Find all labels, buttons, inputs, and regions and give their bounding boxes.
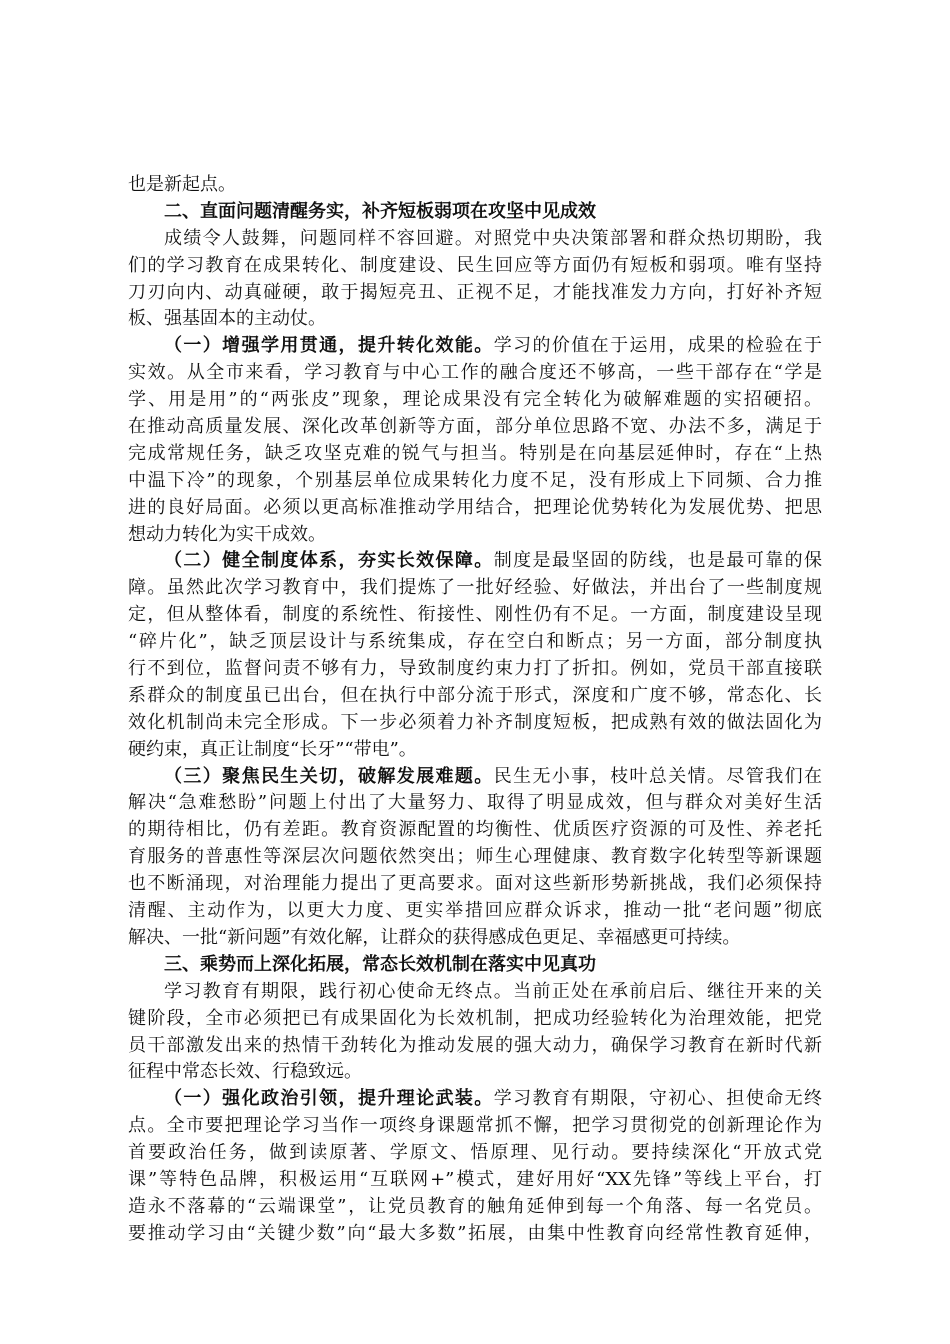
bold-lead: （三）聚焦民生关切，破解发展难题。: [164, 765, 494, 787]
text-line: 障。虽然此次学习教育中，我们提炼了一批好经验、好做法，并出台了一些制度规: [128, 577, 822, 599]
bold-lead: （二）健全制度体系，夯实长效保障。: [164, 550, 494, 572]
text-line: [128, 548, 822, 575]
text-line: 刀刃向内、动真碰硬，敢于揭短亮丑、正视不足，才能找准发力方向，打好补齐短: [128, 281, 822, 303]
text-line: 育服务的普惠性等深层次问题依然突出；师生心理健康、教育数字化转型等新课题: [128, 846, 822, 868]
text-line: 效化机制尚未完全形成。下一步必须着力补齐制度短板，把成熟有效的做法固化为: [128, 711, 822, 733]
heading-line: 二、直面问题清醒务实，补齐短板弱项在攻坚中见成效: [164, 200, 596, 222]
paragraph: [128, 226, 822, 334]
section-heading: [128, 952, 822, 979]
text-line: 完成常规任务，缺乏攻坚克难的锐气与担当。特别是在向基层延伸时，存在“上热: [128, 442, 822, 464]
text-line: [128, 333, 822, 360]
text-line: 中温下冷”的现象，个别基层单位成果转化力度不足，没有形成上下同频、合力推: [128, 469, 822, 491]
text-line: 清醒、主动作为，以更大力度、更实举措回应群众诉求，推动一批“老问题”彻底: [128, 900, 822, 922]
text-line: 板、强基固本的主动仗。: [128, 308, 326, 330]
text-line: 员干部激发出来的热情干劲转化为推动发展的强大动力，确保学习教育在新时代新: [128, 1034, 822, 1056]
text-line: 的期待相比，仍有差距。教育资源配置的均衡性、优质医疗资源的可及性、养老托: [128, 819, 822, 841]
text-line: 学习教育有期限，践行初心使命无终点。当前正处在承前启后、继往开来的关: [164, 980, 822, 1002]
paragraph: [128, 764, 822, 952]
text-line: 要推动学习由“关键少数”向“最大多数”拓展，由集中性教育向经常性教育延伸，: [128, 1222, 822, 1244]
text-line: 定，但从整体看，制度的系统性、衔接性、刚性仍有不足。一方面，制度建设呈现: [128, 604, 822, 626]
text-line: 们的学习教育在成果转化、制度建设、民生回应等方面仍有短板和弱项。唯有坚持: [128, 254, 822, 276]
text-line: 键阶段，全市必须把已有成果固化为长效机制，把成功经验转化为治理效能，把党: [128, 1007, 822, 1029]
text-line: 进的良好局面。必须以更高标准推动学用结合，把理论优势转化为发展优势、把思: [128, 496, 822, 518]
text-line: 课”等特色品牌，积极运用“互联网+”模式，建好用好“XX先锋”等线上平台，打: [128, 1168, 822, 1190]
heading-line: 三、乘势而上深化拓展，常态长效机制在落实中见真功: [164, 953, 596, 975]
paragraph: [128, 979, 822, 1087]
text-line: 学、用是用”的“两张皮”现象，理论成果没有完全转化为破解难题的实招硬招。: [128, 389, 822, 411]
text-line: [128, 1086, 822, 1113]
text-line: 成绩令人鼓舞，问题同样不容回避。对照党中央决策部署和群众热切期盼，我: [164, 227, 822, 249]
text-line: 也不断涌现，对治理能力提出了更高要求。面对这些新形势新挑战，我们必须保持: [128, 873, 822, 895]
line-text: 学习的价值在于运用，成果的检验在于: [493, 335, 822, 357]
line-text: 民生无小事，枝叶总关情。尽管我们在: [493, 765, 822, 787]
text-line: [128, 764, 822, 791]
text-line: 行不到位，监督问责不够有力，导致制度约束力打了折扣。例如，党员干部直接联: [128, 658, 822, 680]
line-text: 学习教育有期限，守初心、担使命无终: [493, 1088, 822, 1110]
paragraph: [128, 172, 822, 199]
text-line: 实效。从全市来看，学习教育与中心工作的融合度还不够高，一些干部存在“学是: [128, 362, 822, 384]
line-text: 制度是最坚固的防线，也是最可靠的保: [493, 550, 822, 572]
bold-lead: （一）强化政治引领，提升理论武装。: [164, 1088, 494, 1110]
text-line: 解决“急难愁盼”问题上付出了大量努力、取得了明显成效，但与群众对美好生活: [128, 792, 822, 814]
text-line: 造永不落幕的“云端课堂”，让党员教育的触角延伸到每一个角落、每一名党员。: [128, 1195, 822, 1217]
section-heading: [128, 199, 822, 226]
text-line: 解决、一批“新问题”有效化解，让群众的获得感成色更足、幸福感更可持续。: [128, 926, 741, 948]
text-line: 在推动高质量发展、深化改革创新等方面，部分单位思路不宽、办法不多，满足于: [128, 416, 822, 438]
paragraph: [128, 548, 822, 763]
bold-lead: （一）增强学用贯通，提升转化效能。: [164, 335, 494, 357]
paragraph: [128, 333, 822, 548]
text-line: 征程中常态长效、行稳致远。: [128, 1061, 362, 1083]
text-line: 系群众的制度虽已出台，但在执行中部分流于形式，深度和广度不够，常态化、长: [128, 684, 822, 706]
text-line: 点。全市要把理论学习当作一项终身课题常抓不懈，把学习贯彻党的创新理论作为: [128, 1115, 822, 1137]
paragraph: [128, 1086, 822, 1247]
text-line: 也是新起点。: [128, 174, 236, 195]
text-line: 首要政治任务，做到读原著、学原文、悟原理、见行动。要持续深化“开放式党: [128, 1142, 822, 1164]
text-line: 想动力转化为实干成效。: [128, 523, 326, 545]
document-body: [128, 172, 822, 1248]
text-line: “碎片化”，缺乏顶层设计与系统集成，存在空白和断点；另一方面，部分制度执: [128, 631, 822, 653]
text-line: 硬约束，真正让制度“长牙”“带电”。: [128, 738, 417, 760]
